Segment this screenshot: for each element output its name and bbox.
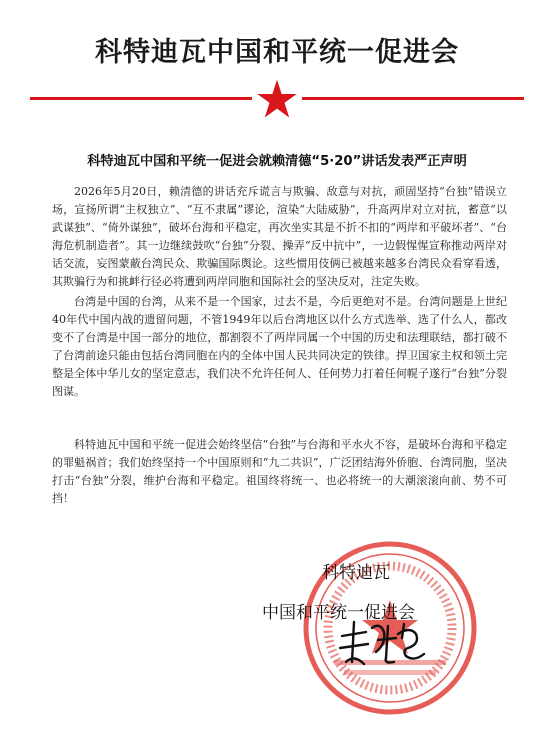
statement-paragraph-3: 科特迪瓦中国和平统一促进会始终坚信“台独”与台海和平水火不容，是破坏台海和平稳定的罪魁祸首；我们始终坚持一个中国原则和“九二共识”，广泛团结海外侨胞、台湾同胞，坚决打击“台独”分裂，维护台海和平稳定。祖国终将统一、也必将统一的大潮滚滚向前、势不可挡！	[52, 438, 507, 505]
handwritten-signature-icon	[336, 618, 428, 668]
signoff-line-2: 中国和平统一促进会	[262, 603, 415, 623]
letterhead-divider-right	[302, 97, 524, 100]
statement-paragraph-2: 台湾是中国的台湾，从来不是一个国家，过去不是，今后更绝对不是。台湾问题是上世纪40年代中国内战的遗留问题，不管1949年以后台湾地区以什么方式选举、选了什么人，都改变不了台湾是中国一部分的地位，都割裂不了两岸同属一个中国的历史和法理联结，都打破不了台湾前途只能由包括台湾同胞在内的全体中国人民共同决定的铁律。捍卫国家主权和领土完整是全体中华儿女的坚定意志，我们决不允许任何人、任何势力打着任何幌子遂行“台独”分裂图谋。	[52, 295, 507, 398]
red-star-icon	[256, 78, 298, 120]
org-letterhead-title: 科特迪瓦中国和平统一促进会	[95, 37, 459, 68]
signoff-line-1: 科特迪瓦	[322, 563, 390, 583]
statement-title: 科特迪瓦中国和平统一促进会就赖清德“5·20”讲话发表严正声明	[87, 154, 467, 169]
statement-paragraph-1: 2026年5月20日，赖清德的讲话充斥谎言与欺骗、敌意与对抗，顽固坚持“台独”错误立场，宣扬所谓“主权独立”、“互不隶属”谬论，渲染“大陆威胁”，升高两岸对立对抗，蓄意“以武谋独”、“倚外谋独”，破坏台海和平稳定，再次坐实其是不折不扣的“两岸和平破坏者”、“台海危机制造者”。其一边继续鼓吹“台独”分裂、操弄“反中抗中”，一边假惺惺宣称推动两岸对话交流，妄图蒙蔽台湾民众、欺骗国际舆论。这些惯用伎俩已被越来越多台湾民众看穿看透，其欺骗行为和挑衅行径必将遭到两岸同胞和国际社会的坚决反对，注定失败。	[52, 185, 507, 288]
letterhead-divider-left	[30, 97, 252, 100]
